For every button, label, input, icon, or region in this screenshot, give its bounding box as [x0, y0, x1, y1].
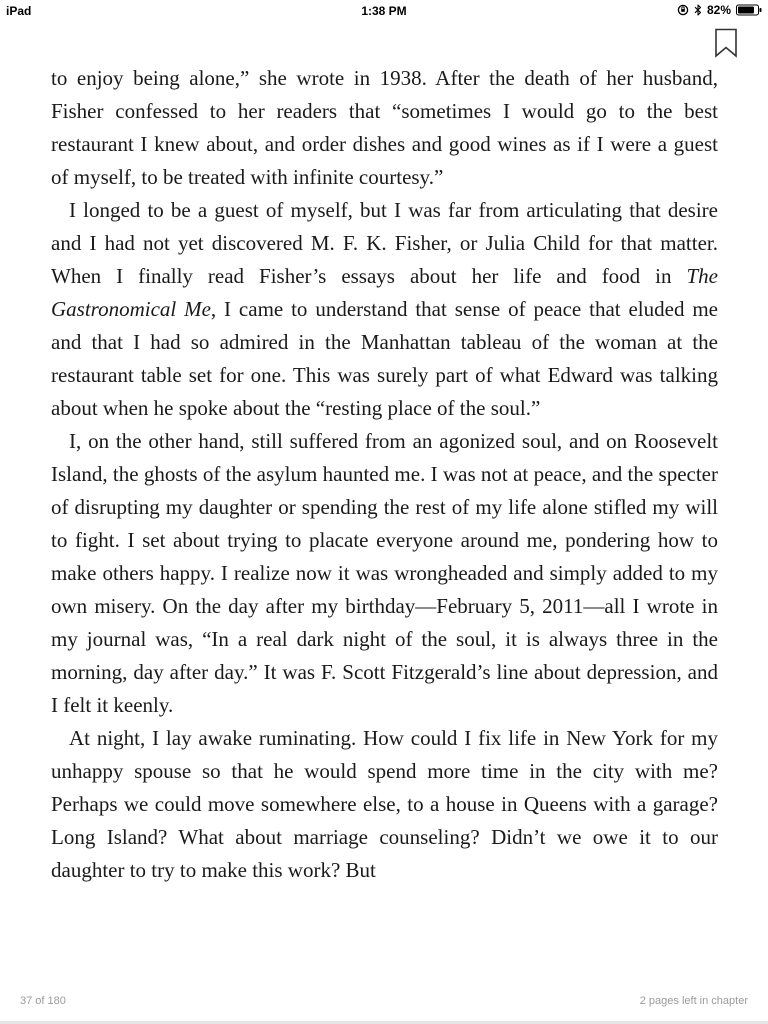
device-name: iPad — [6, 4, 32, 18]
paragraph-text: I longed to be a guest of myself, but I was far from articulating that desire and I had not yet discovered M. F. K. Fisher, or Julia Child for that matter. When I finally read Fisher’s essays about her life and food in — [51, 198, 718, 288]
pages-left-in-chapter: 2 pages left in chapter — [639, 995, 748, 1007]
status-indicators — [677, 3, 762, 17]
paragraph-text: to enjoy being alone,” she wrote in 1938. After the death of her husband, Fisher confessed to her readers that “sometimes I would go to the best restaurant I knew about, and order dishes and good wines as if I were a guest of myself, to be treated with infinite courtesy.” — [51, 66, 718, 189]
bluetooth-icon — [694, 4, 702, 16]
paragraph-text: , I came to understand that sense of peace that eluded me and that I had so admired in the Manhattan tableau of the woman at the restaurant table set for one. This was surely part of what Edward was talking about when he spoke about the “resting place of the soul.” — [51, 297, 718, 420]
paragraph — [51, 62, 718, 194]
paragraph — [51, 194, 718, 425]
paragraph-text: At night, I lay awake ruminating. How could I fix life in New York for my unhappy spouse so that he would spend more time in the city with me? Perhaps we could move somewhere else, to a house in Queens with a garage? Long Island? What about marriage counseling? Didn’t we owe it to our daughter to try to make this work? But — [51, 726, 718, 882]
paragraph — [51, 425, 718, 722]
clock: 1:38 PM — [361, 4, 407, 18]
orientation-lock-icon — [677, 4, 689, 16]
paragraph — [51, 722, 718, 887]
bookmark-button[interactable] — [714, 28, 738, 58]
battery-percent: 82% — [706, 3, 731, 17]
page-position: 37 of 180 — [20, 995, 66, 1007]
bookmark-icon — [714, 28, 738, 58]
battery-icon — [736, 4, 762, 16]
book-page[interactable] — [51, 62, 718, 887]
paragraph-text: I, on the other hand, still suffered from an agonized soul, and on Roosevelt Island, the ghosts of the asylum haunted me. I was not at peace, and the specter of disrupting my daughter or spending the rest of my life alone stifled my will to fight. I set about trying to placate everyone around me, pondering how to make others happy. I realize now it was wrongheaded and simply added to my own misery. On the day after my birthday—February 5, 2011—all I wrote in my journal was, “In a real dark night of the soul, it is always three in the morning, day after day.” It was F. Scott Fitzgerald’s line about depression, and I felt it keenly. — [51, 429, 718, 717]
book-title-italic: The Gastronomical Me — [51, 264, 718, 321]
status-bar — [0, 0, 768, 20]
